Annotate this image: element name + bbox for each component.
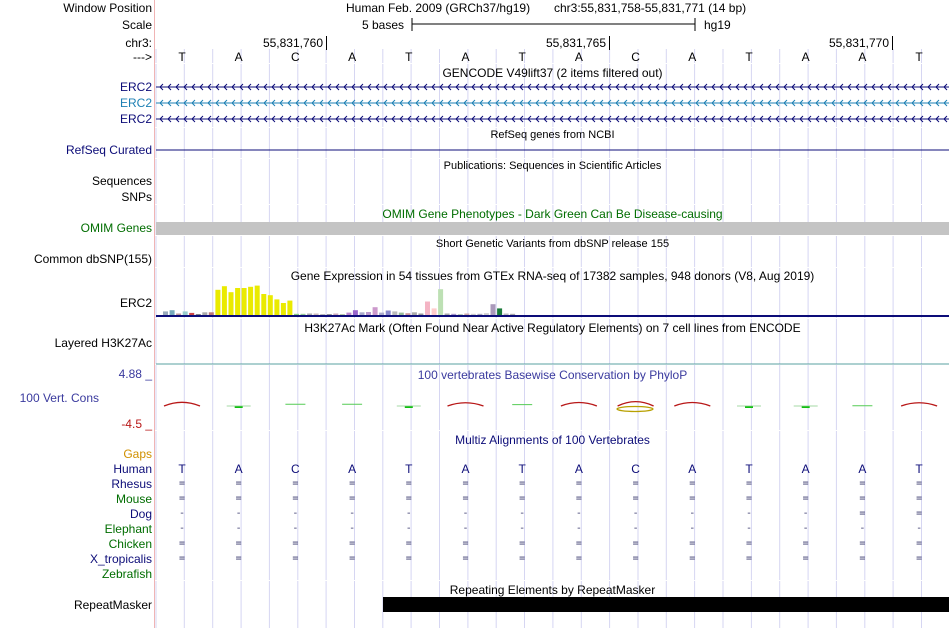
alignment-cell: = [405,493,412,504]
gtex-tissue-bar[interactable] [484,313,489,315]
base-letter: A [461,50,470,64]
alignment-cell: = [462,478,469,489]
gtex-tissue-bar[interactable] [327,314,332,315]
gtex-tissue-bar[interactable] [255,286,260,315]
alignment-cell: = [178,493,186,504]
alignment-cell: - [235,523,242,534]
gtex-tissue-bar[interactable] [491,304,496,315]
alignment-cell: - [745,508,753,519]
alignment-cell: = [859,508,866,519]
conservation-mark [618,402,654,406]
gtex-tissue-bar[interactable] [189,313,194,315]
gtex-tissue-bar[interactable] [386,311,391,316]
alignment-cell: = [575,493,582,504]
gtex-tissue-bar[interactable] [464,314,469,316]
strand-arrow-label: ---> [133,50,152,64]
alignment-cell: = [632,478,639,489]
gtex-tissue-bar[interactable] [242,288,247,315]
alignment-cell: = [916,553,923,564]
gtex-tissue-bar[interactable] [405,313,410,315]
gtex-tissue-bar[interactable] [392,311,397,315]
alignment-cell: - [575,508,582,519]
gtex-tissue-bar[interactable] [471,314,476,315]
gtex-tissue-bar[interactable] [510,314,515,315]
alignment-cell: - [519,508,526,519]
gtex-tissue-bar[interactable] [438,289,443,315]
conservation-axis-min: -4.5 _ [121,417,152,431]
snps-label[interactable]: SNPs [121,190,152,204]
alignment-cell: = [689,538,696,549]
assembly-title: Human Feb. 2009 (GRCh37/hg19) [346,1,531,15]
human-base-letter: T [915,462,923,476]
human-base-letter: A [234,462,243,476]
gtex-tissue-bar[interactable] [425,302,430,316]
alignment-cell: = [575,538,582,549]
base-letter: A [348,50,357,64]
alignment-cell: = [859,493,866,504]
alignment-cell: - [689,523,696,534]
species-label[interactable]: Elephant [104,522,152,536]
human-base-letter: T [518,462,526,476]
conservation-axis-max: 4.88 _ [118,367,152,381]
gencode-gene-label[interactable]: ERC2 [119,112,152,126]
chrom-label: chr3: [125,36,152,50]
species-label[interactable]: Zebrafish [101,567,152,581]
gtex-tissue-bar[interactable] [379,313,384,315]
alignment-cell: - [349,508,356,519]
alignment-cell: = [405,538,412,549]
alignment-cell: - [632,508,639,519]
gtex-tissue-bar[interactable] [170,310,175,315]
alignment-cell: = [235,493,242,504]
repeatmasker-track-title[interactable]: Repeating Elements by RepeatMasker [449,583,656,597]
alignment-cell: = [689,478,696,489]
alignment-cell: - [405,523,412,534]
base-letter: A [801,50,810,64]
alignment-cell: = [349,478,356,489]
conservation-mark [674,403,710,406]
gtex-tissue-bar[interactable] [222,286,227,315]
alignment-cell: - [745,523,753,534]
alignment-cell: = [235,538,242,549]
gtex-tissue-bar[interactable] [235,288,240,315]
gtex-tissue-bar[interactable] [287,301,292,315]
alignment-cell: = [859,478,866,489]
alignment-cell: = [859,538,866,549]
position-label: 55,831,770 [829,36,893,50]
gtex-tissue-bar[interactable] [504,314,509,316]
alignment-cell: = [292,553,299,564]
gtex-tissue-bar[interactable] [209,312,214,315]
alignment-cell: = [519,538,526,549]
base-letter: A [234,50,243,64]
species-label[interactable]: Dog [129,507,152,521]
gencode-gene-label[interactable]: ERC2 [119,96,152,110]
conservation-mark [164,402,200,406]
alignment-cell: = [292,538,299,549]
alignment-cell: - [292,523,299,534]
multiz-track-title[interactable]: Multiz Alignments of 100 Vertebrates [455,433,650,447]
base-letter: C [291,50,300,64]
human-base-letter: A [348,462,357,476]
h3k27ac-label[interactable]: Layered H3K27Ac [54,336,152,350]
alignment-cell: - [575,523,582,534]
alignment-cell: = [519,478,526,489]
alignment-cell: - [632,523,639,534]
human-base-letter: T [178,462,186,476]
alignment-cell: = [575,478,582,489]
alignment-cell: - [462,523,469,534]
alignment-cell: = [462,553,469,564]
human-base-letter: A [461,462,470,476]
gencode-gene-label[interactable]: ERC2 [119,80,152,94]
gtex-tissue-bar[interactable] [268,295,273,315]
alignment-cell: = [802,493,809,504]
human-base-letter: C [631,462,640,476]
gtex-tissue-bar[interactable] [274,299,279,315]
human-base-letter: A [858,462,867,476]
alignment-cell: = [462,493,469,504]
gtex-tissue-bar[interactable] [229,292,234,315]
gencode-transcript[interactable] [156,116,949,122]
gtex-tissue-bar[interactable] [458,314,463,315]
gtex-tissue-bar[interactable] [432,308,437,315]
gtex-tissue-bar[interactable] [202,312,207,315]
base-letter: A [688,50,697,64]
species-label[interactable]: Chicken [108,537,152,551]
gencode-transcript[interactable] [156,84,949,90]
base-letter: T [915,50,923,64]
gtex-tissue-bar[interactable] [412,312,417,315]
species-label[interactable]: Human [113,462,152,476]
gtex-tissue-bar[interactable] [418,314,423,316]
conservation-mark [617,407,653,412]
alignment-cell: = [745,538,753,549]
alignment-cell: - [292,508,299,519]
scale-db: hg19 [704,18,731,32]
alignment-cell: = [632,538,639,549]
window-position-label: Window Position [63,1,152,15]
gtex-tissue-bar[interactable] [281,303,286,315]
alignment-cell: = [802,478,809,489]
human-base-letter: T [745,462,753,476]
omim-genes-label[interactable]: OMIM Genes [80,221,152,235]
alignment-cell: - [178,523,186,534]
gtex-gene-label[interactable]: ERC2 [119,296,152,310]
alignment-cell: = [802,538,809,549]
scale-label: Scale [121,18,152,32]
window-position-value: chr3:55,831,758-55,831,771 (14 bp) [554,1,747,15]
gencode-transcript[interactable] [156,100,949,106]
base-letter: A [858,50,867,64]
alignment-cell: = [745,478,753,489]
alignment-cell: = [632,493,639,504]
base-letter: T [745,50,753,64]
alignment-cell: = [689,493,696,504]
human-base-letter: C [291,462,300,476]
human-base-letter: A [688,462,697,476]
position-label: 55,831,765 [546,36,610,50]
dbsnp-label[interactable]: Common dbSNP(155) [33,252,152,266]
gtex-tissue-bar[interactable] [307,314,312,316]
gtex-tissue-bar[interactable] [445,314,450,316]
gtex-tissue-bar[interactable] [248,287,253,315]
alignment-cell: = [235,553,242,564]
alignment-cell: = [745,553,753,564]
gtex-tissue-bar[interactable] [346,313,351,315]
sequences-label[interactable]: Sequences [91,174,152,188]
alignment-cell: = [349,538,356,549]
dbsnp-track-title[interactable]: Short Genetic Variants from dbSNP release 155 [435,238,670,250]
alignment-cell: - [462,508,469,519]
gtex-tissue-bar[interactable] [176,314,181,316]
conservation-mark [561,403,597,406]
alignment-cell: = [178,538,186,549]
alignment-cell: - [349,523,356,534]
alignment-cell: - [689,508,696,519]
gtex-tissue-bar[interactable] [340,314,345,315]
gencode-track-title[interactable]: GENCODE V49lift37 (2 items filtered out) [442,66,663,80]
alignment-cell: = [916,508,923,519]
base-letter: T [518,50,526,64]
gtex-tissue-bar[interactable] [183,311,188,315]
gtex-tissue-bar[interactable] [353,310,358,315]
refseq-track-title[interactable]: RefSeq genes from NCBI [490,129,615,141]
human-base-letter: A [801,462,810,476]
gtex-tissue-bar[interactable] [399,313,404,315]
gtex-track-title[interactable]: Gene Expression in 54 tissues from GTEx RNA-seq of 17382 samples, 948 donors (V8, Aug 2019) [290,269,815,283]
alignment-cell: = [632,553,639,564]
alignment-cell: = [802,553,809,564]
alignment-cell: = [916,493,923,504]
alignment-cell: = [519,553,526,564]
gaps-label[interactable]: Gaps [123,447,152,461]
species-label[interactable]: X_tropicalis [89,552,152,566]
gtex-tissue-bar[interactable] [301,314,306,315]
alignment-cell: = [178,553,186,564]
gtex-tissue-bar[interactable] [497,308,502,315]
alignment-cell: = [292,478,299,489]
gtex-tissue-bar[interactable] [477,314,482,315]
alignment-cell: = [349,493,356,504]
alignment-cell: - [802,508,809,519]
position-label: 55,831,760 [263,36,327,50]
gtex-tissue-bar[interactable] [333,314,338,316]
gtex-tissue-bar[interactable] [451,314,456,315]
alignment-cell: = [405,553,412,564]
h3k27ac-track-title[interactable]: H3K27Ac Mark (Often Found Near Active Regulatory Elements) on 7 cell lines from ENCODE [304,321,801,335]
omim-gene-bar[interactable] [156,222,949,235]
gtex-tissue-bar[interactable] [314,314,319,316]
gtex-tissue-bar[interactable] [163,311,168,315]
base-letter: C [631,50,640,64]
alignment-cell: - [519,523,526,534]
alignment-cell: = [349,553,356,564]
alignment-cell: = [292,493,299,504]
species-label[interactable]: Mouse [115,492,152,506]
repeatmasker-label[interactable]: RepeatMasker [73,598,152,612]
alignment-cell: = [916,478,923,489]
gtex-tissue-bar[interactable] [261,294,266,315]
alignment-cell: = [235,478,242,489]
gtex-tissue-bar[interactable] [215,290,220,315]
alignment-cell: = [178,478,186,489]
alignment-cell: - [802,523,809,534]
conservation-label[interactable]: 100 Vert. Cons [19,391,99,405]
conservation-mark [448,403,484,406]
scale-text: 5 bases [362,18,405,32]
base-letter: T [178,50,186,64]
gtex-tissue-bar[interactable] [196,314,201,315]
publications-track-title[interactable]: Publications: Sequences in Scientific Articles [443,160,662,172]
alignment-cell: - [235,508,242,519]
alignment-cell: - [859,523,866,534]
base-letter: T [405,50,413,64]
conservation-track-title[interactable]: 100 vertebrates Basewise Conservation by PhyloP [417,368,688,382]
species-label[interactable]: Rhesus [111,477,152,491]
alignment-cell: = [859,553,866,564]
alignment-cell: = [575,553,582,564]
repeat-element-bar[interactable] [383,597,949,612]
omim-track-title[interactable]: OMIM Gene Phenotypes - Dark Green Can Be Disease-causing [382,207,723,221]
gtex-tissue-bar[interactable] [320,314,325,315]
human-base-letter: T [405,462,413,476]
alignment-cell: = [689,553,696,564]
alignment-cell: = [405,478,412,489]
human-base-letter: A [574,462,583,476]
alignment-cell: - [916,523,923,534]
gtex-tissue-bar[interactable] [366,312,371,315]
gtex-tissue-bar[interactable] [360,312,365,315]
alignment-cell: - [178,508,186,519]
alignment-cell: = [519,493,526,504]
alignment-cell: - [405,508,412,519]
gtex-tissue-bar[interactable] [294,314,299,315]
alignment-cell: = [462,538,469,549]
alignment-cell: = [745,493,753,504]
base-letter: A [574,50,583,64]
refseq-curated-label[interactable]: RefSeq Curated [65,143,152,157]
gtex-tissue-bar[interactable] [373,307,378,315]
conservation-mark [901,403,937,406]
alignment-cell: = [916,538,923,549]
